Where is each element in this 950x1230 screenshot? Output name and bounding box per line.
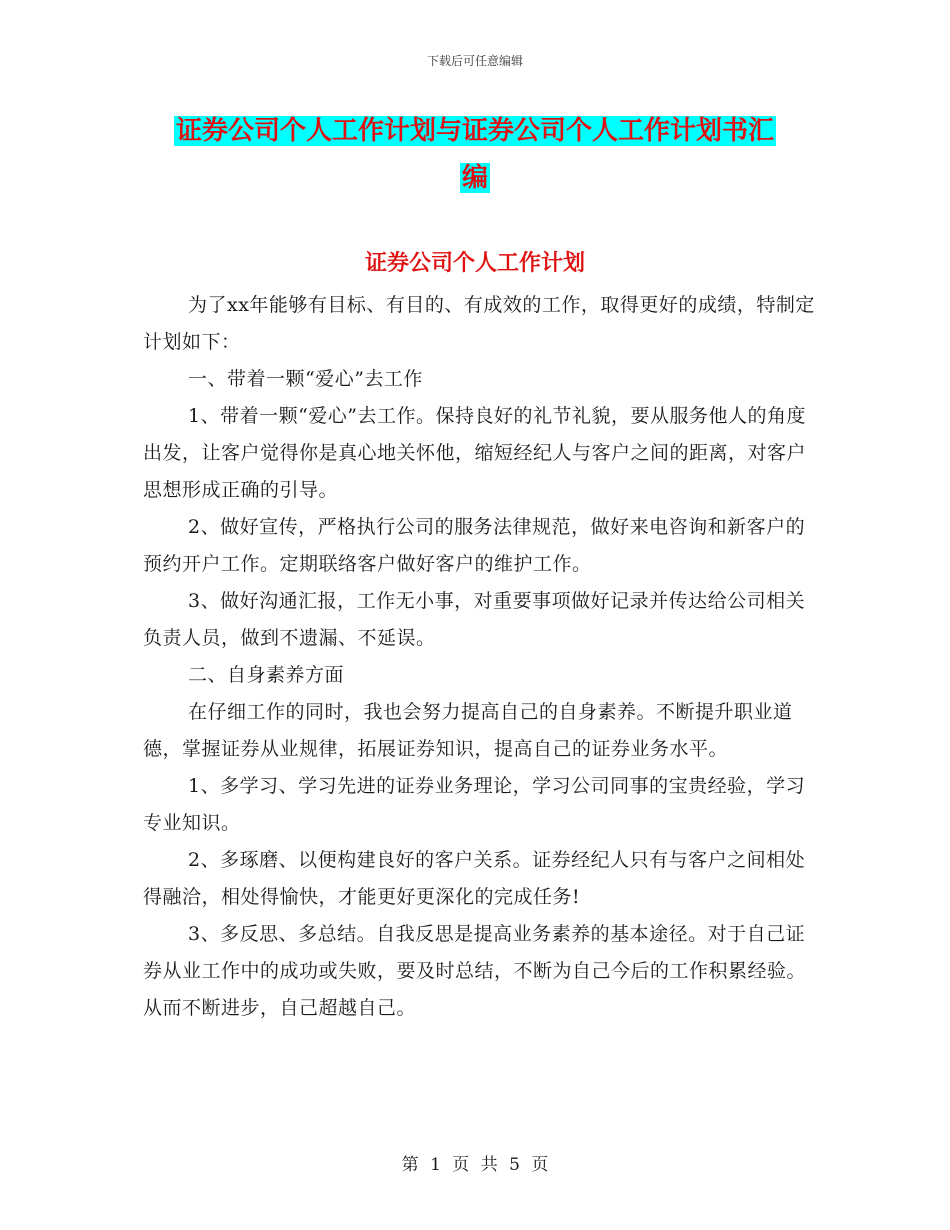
paragraph: 在仔细工作的同时，我也会努力提高自己的自身素养。不断提升职业道德，掌握证券从业规律，拓展证券知识，提高自己的证券业务水平。 — [143, 701, 793, 760]
paragraph: 2、做好宣传，严格执行公司的服务法律规范，做好来电咨询和新客户的预约开户工作。定期联络客户做好客户的维护工作。 — [143, 516, 806, 575]
section-title: 证券公司个人工作计划 — [364, 250, 585, 276]
page-number-footer: 第 1 页 共 5 页 — [401, 1155, 549, 1175]
paragraph: 一、带着一颗“爱心”去工作 — [188, 368, 423, 390]
paragraph: 为了xx年能够有目标、有目的、有成效的工作，取得更好的成绩，特制定计划如下： — [143, 294, 815, 353]
paragraph: 二、自身素养方面 — [188, 664, 345, 686]
paragraph: 1、多学习、学习先进的证券业务理论，学习公司同事的宝贵经验，学习专业知识。 — [143, 775, 806, 834]
paragraph: 2、多琢磨、以便构建良好的客户关系。证券经纪人只有与客户之间相处得融洽，相处得愉快，才能更好更深化的完成任务! — [143, 849, 806, 908]
document-body — [143, 287, 823, 1027]
document-title — [0, 108, 950, 202]
document-title-line-1: 证券公司个人工作计划与证券公司个人工作计划书汇 — [175, 116, 774, 146]
document-title-line-2: 编 — [461, 163, 488, 193]
paragraph: 1、带着一颗“爱心”去工作。保持良好的礼节礼貌，要从服务他人的角度出发，让客户觉得你是真心地关怀他，缩短经纪人与客户之间的距离，对客户思想形成正确的引导。 — [143, 405, 807, 501]
paragraph: 3、做好沟通汇报，工作无小事，对重要事项做好记录并传达给公司相关负责人员，做到不遗漏、不延误。 — [143, 590, 806, 649]
page-header-note: 下载后可任意编辑 — [426, 54, 523, 68]
paragraph: 3、多反思、多总结。自我反思是提高业务素养的基本途径。对于自己证券从业工作中的成功或失败，要及时总结，不断为自己今后的工作积累经验。从而不断进步，自己超越自己。 — [143, 923, 807, 1019]
